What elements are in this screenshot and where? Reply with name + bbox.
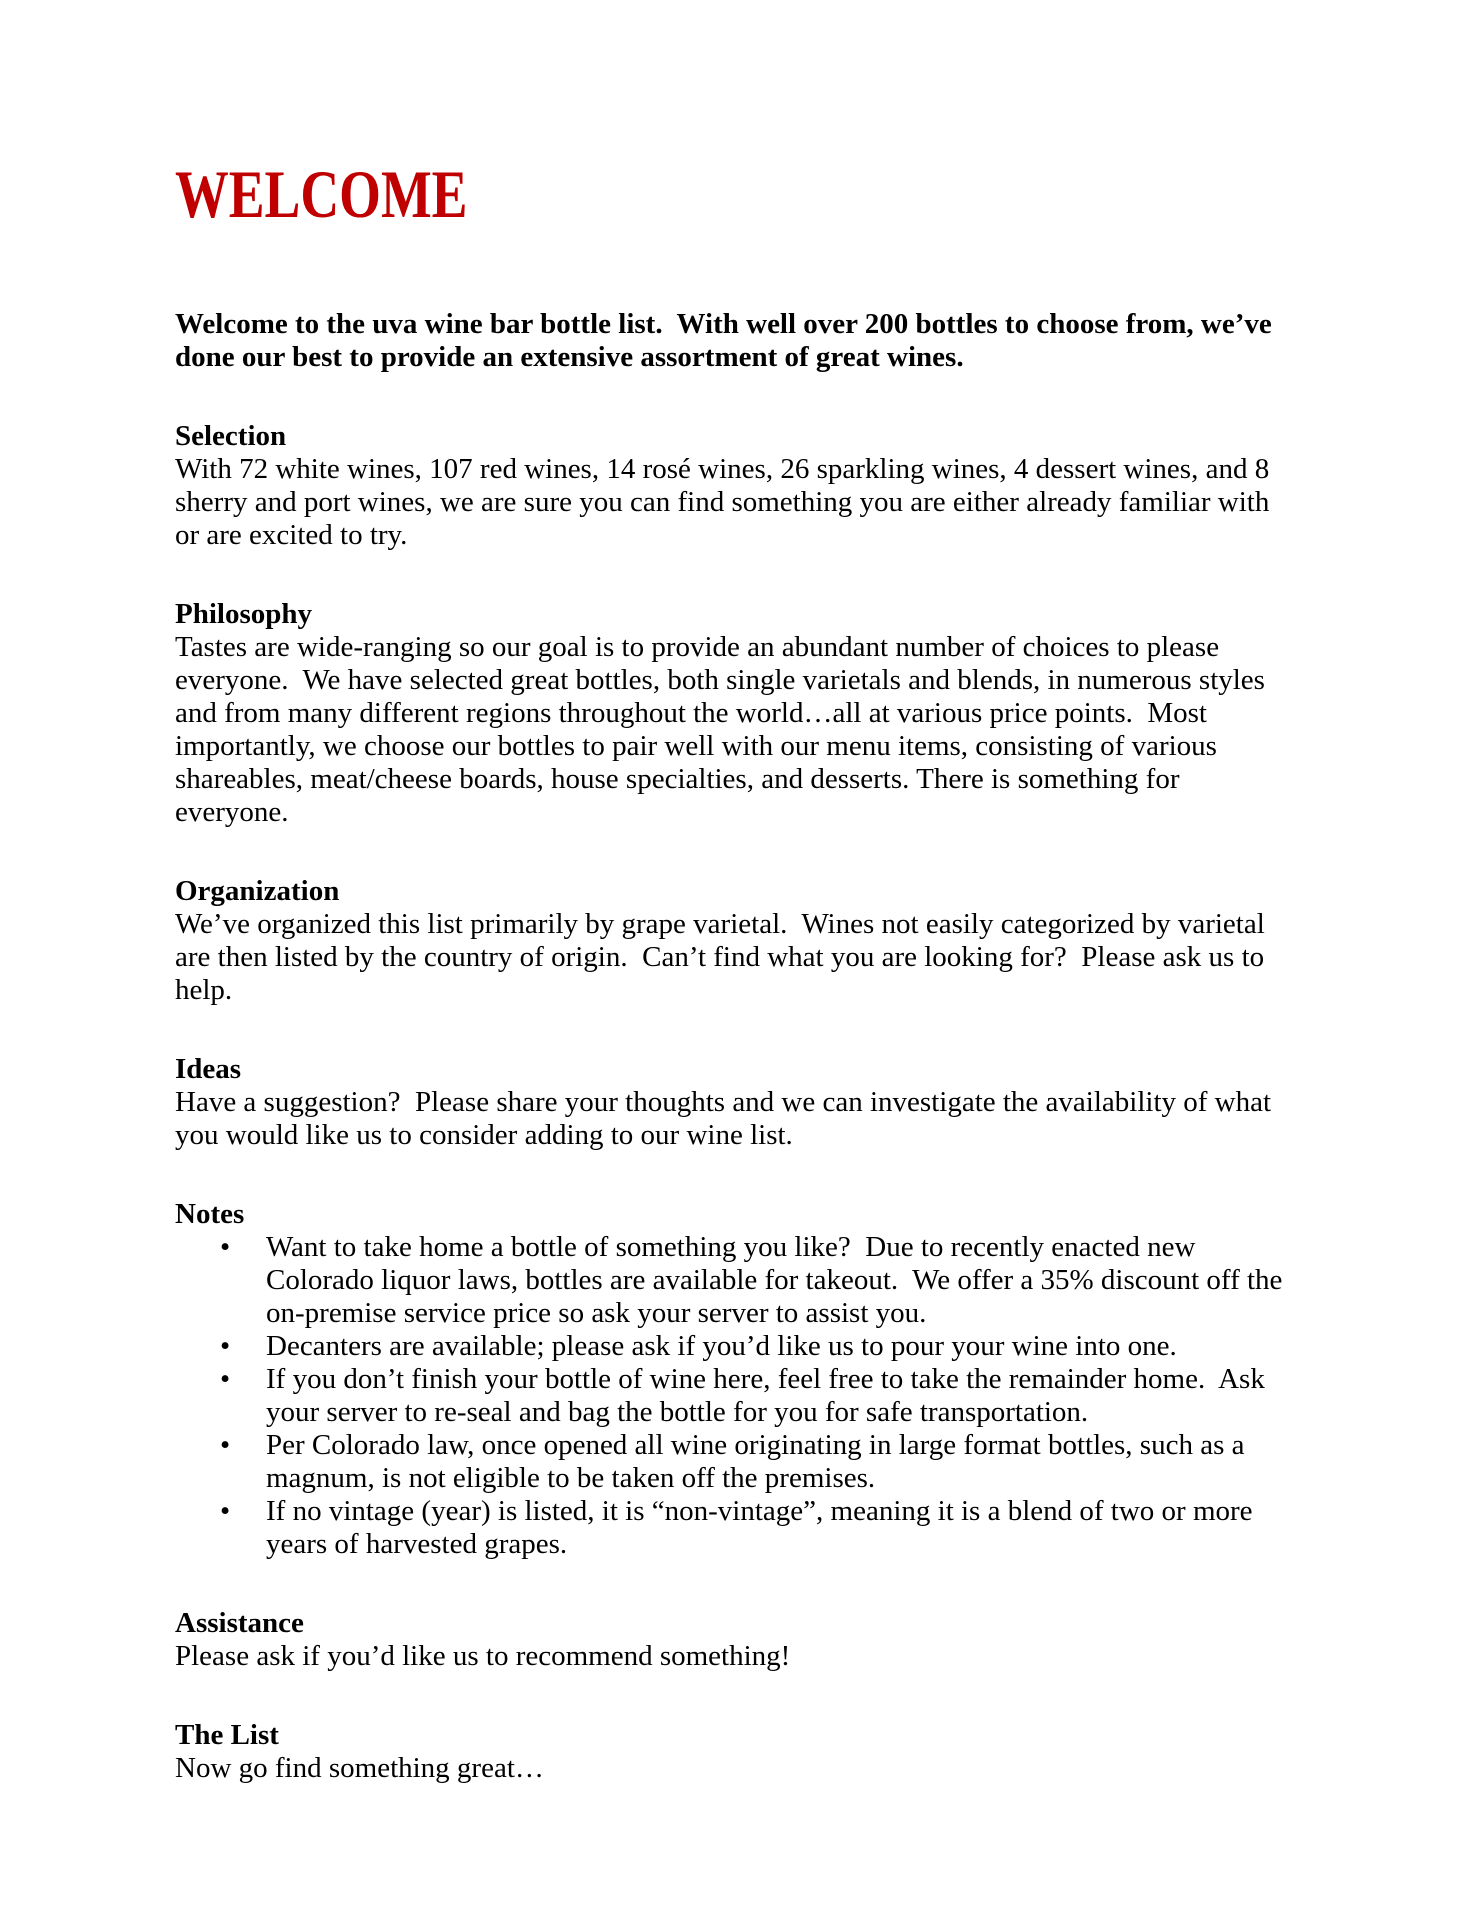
- section-heading-notes: Notes: [175, 1198, 245, 1230]
- notes-list-item: • Want to take home a bottle of something you like? Due to recently enacted new Colorado liquor laws, bottles are available for takeout. We offer a 35% discount off the on-premise service price so ask your server to assist you.: [266, 1231, 1300, 1330]
- section-body-philosophy: Tastes are wide-ranging so our goal is to provide an abundant number of choices to please everyone. We have selected great bottles, both single varietals and blends, in numerous styles and from many different regions throughout the world…all at various price points. Most importantly, we choose our bottles to pair well with our menu items, consisting of various shareables, meat/cheese boards, house specialties, and desserts. There is something for everyone.: [175, 631, 1273, 828]
- section-heading-the-list: The List: [175, 1719, 279, 1751]
- section-heading-selection: Selection: [175, 420, 287, 452]
- section-organization: [175, 875, 1300, 1007]
- notes-list-item: • Decanters are available; please ask if you’d like us to pour your wine into one.: [266, 1330, 1300, 1363]
- notes-list: [175, 1231, 1300, 1561]
- section-notes: [175, 1198, 1300, 1561]
- section-heading-ideas: Ideas: [175, 1053, 242, 1085]
- section-philosophy: [175, 598, 1300, 829]
- section-heading-assistance: Assistance: [175, 1607, 304, 1639]
- intro-paragraph: Welcome to the uva wine bar bottle list. With well over 200 bottles to choose from, we’ve done our best to provide an extensive assortment of great wines.: [175, 308, 1279, 373]
- section-ideas: [175, 1053, 1300, 1152]
- section-selection: [175, 420, 1300, 552]
- page-title: WELCOME: [175, 156, 468, 232]
- notes-list-item: • If you don’t finish your bottle of wine here, feel free to take the remainder home. Ask your server to re-seal and bag the bottle for you for safe transportation.: [266, 1363, 1300, 1429]
- section-body-selection: With 72 white wines, 107 red wines, 14 rosé wines, 26 sparkling wines, 4 dessert wines, and 8 sherry and port wines, we are sure you can find something you are either already familiar with or are excited to try.: [175, 453, 1277, 551]
- notes-list-item: • Per Colorado law, once opened all wine originating in large format bottles, such as a magnum, is not eligible to be taken off the premises.: [266, 1429, 1300, 1495]
- section-body-ideas: Have a suggestion? Please share your thoughts and we can investigate the availability of what you would like us to consider adding to our wine list.: [175, 1086, 1279, 1151]
- section-assistance: [175, 1607, 1300, 1673]
- section-the-list: [175, 1719, 1300, 1785]
- notes-list-item: • If no vintage (year) is listed, it is “non-vintage”, meaning it is a blend of two or more years of harvested grapes.: [266, 1495, 1300, 1561]
- section-body-assistance: Please ask if you’d like us to recommend something!: [175, 1640, 791, 1672]
- section-body-the-list: Now go find something great…: [175, 1752, 544, 1784]
- section-body-organization: We’ve organized this list primarily by grape varietal. Wines not easily categorized by varietal are then listed by the country of origin. Can’t find what you are looking for? Please ask us to help.: [175, 908, 1273, 1006]
- section-heading-philosophy: Philosophy: [175, 598, 312, 630]
- section-heading-organization: Organization: [175, 875, 340, 907]
